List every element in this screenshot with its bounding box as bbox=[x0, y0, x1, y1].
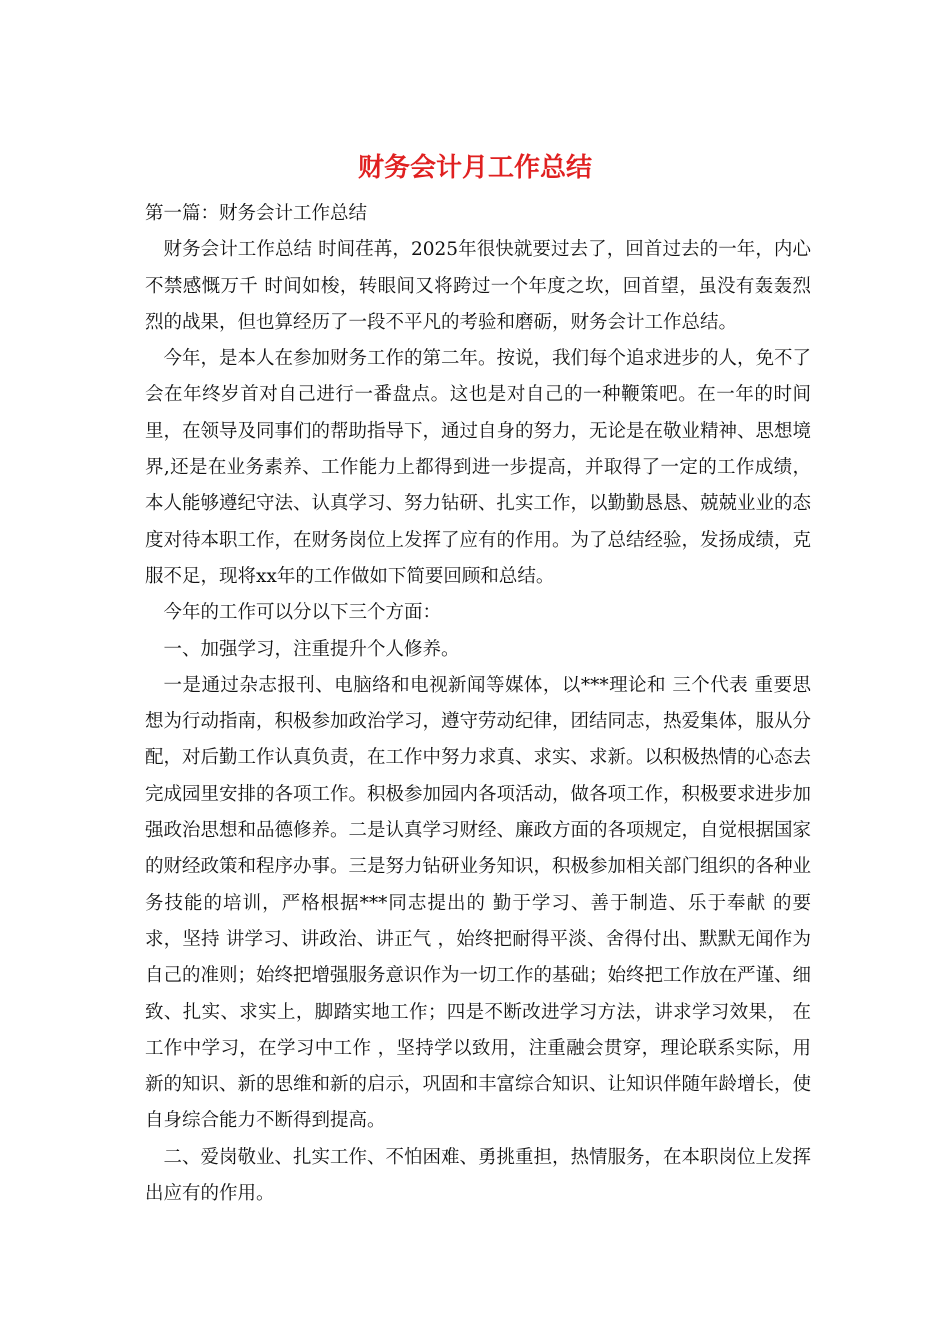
subheading: 二、爱岗敬业、扎实工作、不怕困难、勇挑重担，热情服务，在本职岗位上发挥出应有的作用。 bbox=[145, 1146, 812, 1205]
paragraph: 财务会计工作总结 时间荏苒，2025年很快就要过去了，回首过去的一年，内心不禁感慨万千 时间如梭，转眼间又将跨过一个年度之坎，回首望，虽没有轰轰烈烈的战果，但也算经历了一段不平凡的考验和磨砺，财务会计工作总结。 bbox=[145, 239, 811, 333]
paragraph: 一是通过杂志报刊、电脑络和电视新闻等媒体，以***理论和 三个代表 重要思想为行动指南，积极参加政治学习，遵守劳动纪律，团结同志，热爱集体，服从分配，对后勤工作认真负责，在工作中努力求真、求实、求新。以积极热情的心态去完成园里安排的各项工作。积极参加园内各项活动，做各项工作，积极要求进步加强政治思想和品德修养。二是认真学习财经、廉政方面的各项规定，自觉根据国家的财经政策和程序办事。三是努力钻研业务知识，积极参加相关部门组织的各种业务技能的培训，严格根据***同志提出的 勤于学习、善于制造、乐于奉献 的要求，坚持 讲学习、讲政治、讲正气 ，始终把耐得平淡、舍得付出、默默无闻作为自己的准则；始终把增强服务意识作为一切工作的基础；始终把工作放在严谨、细致、扎实、求实上，脚踏实地工作；四是不断改进学习方法，讲求学习效果， 在工作中学习，在学习中工作 ，坚持学以致用，注重融会贯穿，理论联系实际，用新的知识、新的思维和新的启示，巩固和丰富综合知识、让知识伴随年龄增长，使自身综合能力不断得到提高。 bbox=[145, 674, 812, 1132]
document-body bbox=[145, 196, 811, 1212]
section-heading: 第一篇：财务会计工作总结 bbox=[145, 203, 368, 224]
paragraph: 今年，是本人在参加财务工作的第二年。按说，我们每个追求进步的人，免不了会在年终岁首对自己进行一番盘点。这也是对自己的一种鞭策吧。在一年的时间里，在领导及同事们的帮助指导下，通过自身的努力，无论是在敬业精神、思想境界,还是在业务素养、工作能力上都得到进一步提高，并取得了一定的工作成绩，本人能够遵纪守法、认真学习、努力钻研、扎实工作，以勤勤恳恳、兢兢业业的态度对待本职工作，在财务岗位上发挥了应有的作用。为了总结经验，发扬成绩，克服不足，现将xx年的工作做如下简要回顾和总结。 bbox=[145, 348, 812, 587]
paragraph: 今年的工作可以分以下三个方面： bbox=[163, 602, 442, 624]
subheading: 一、加强学习，注重提升个人修养。 bbox=[163, 638, 460, 660]
document-title: 财务会计月工作总结 bbox=[357, 153, 592, 183]
